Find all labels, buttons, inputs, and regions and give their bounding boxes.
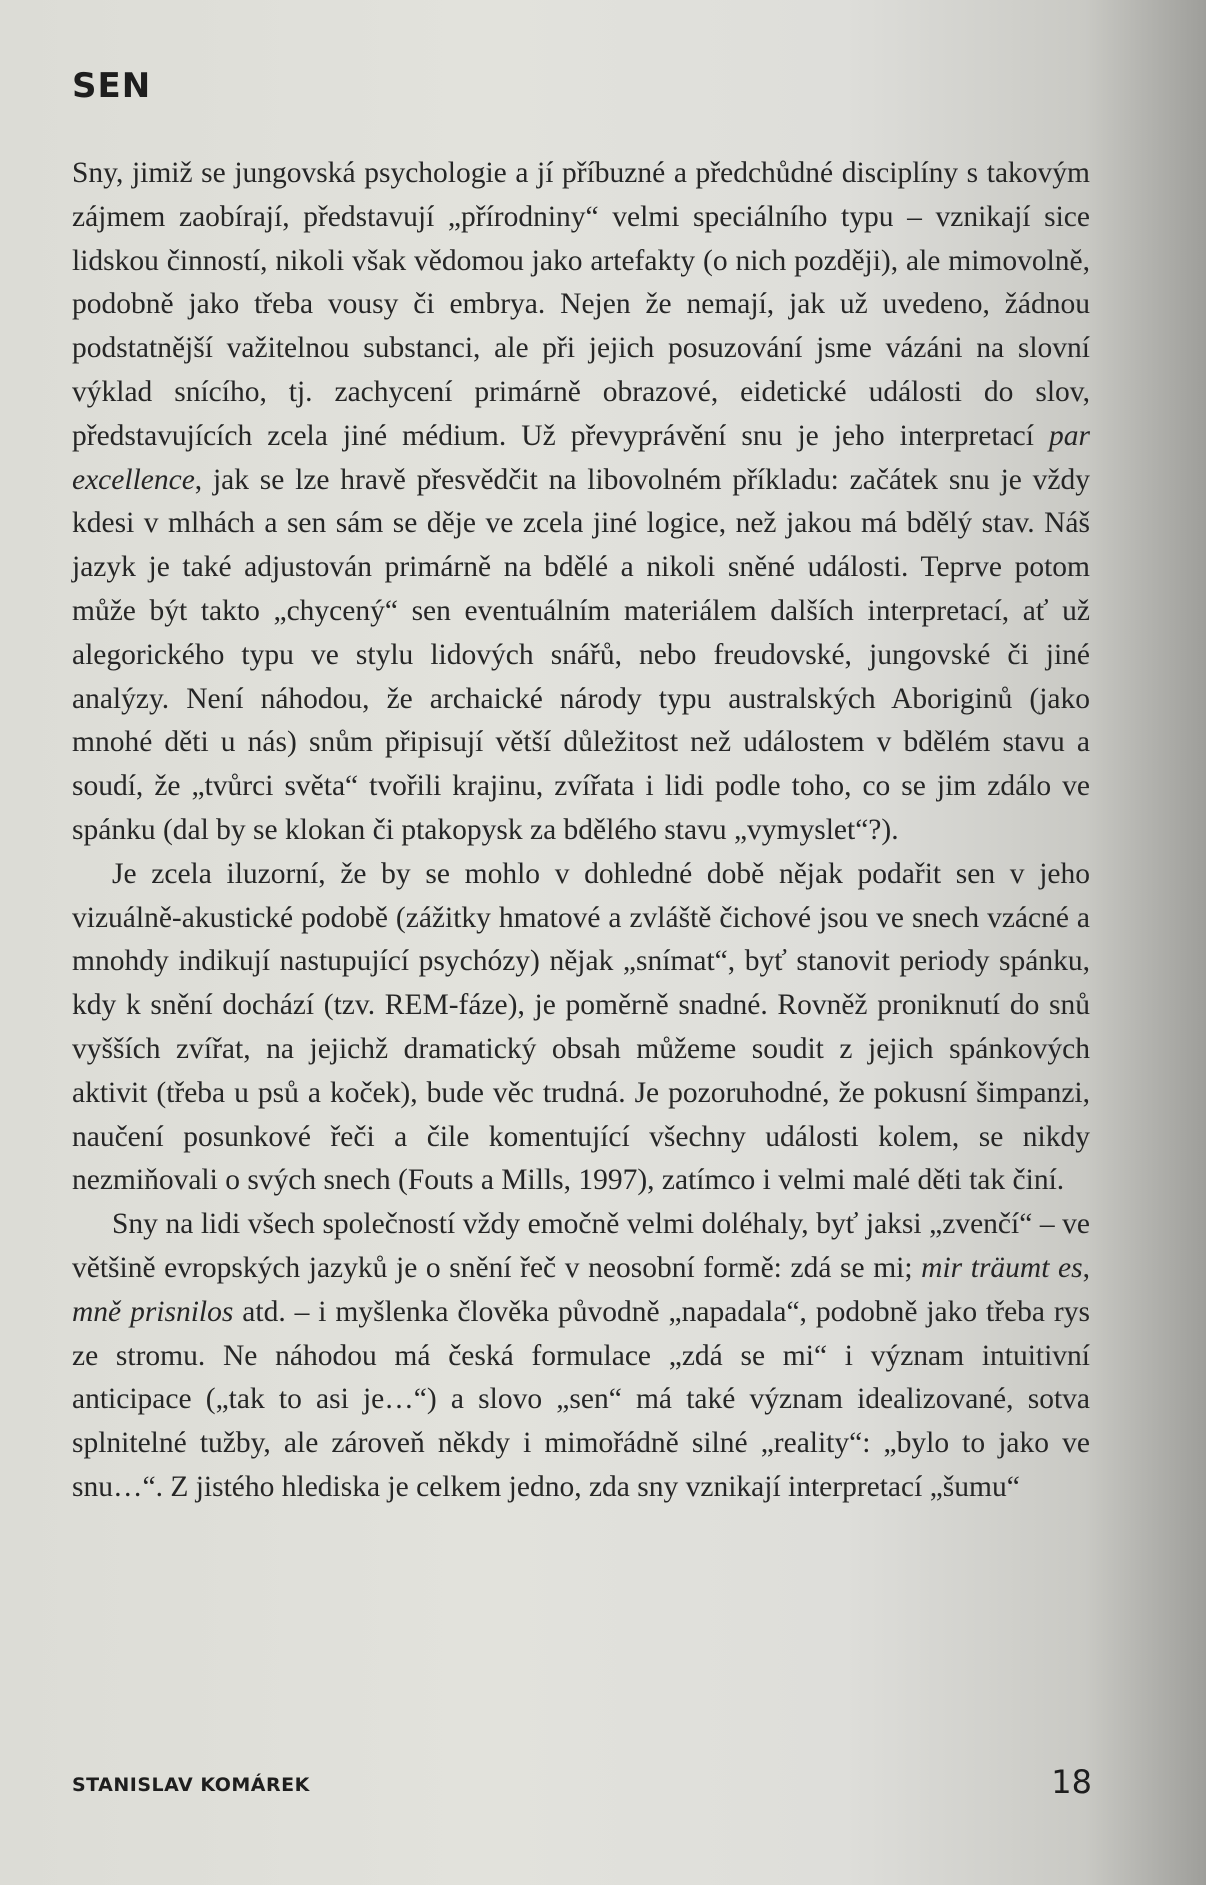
page-number: 18 bbox=[1051, 1763, 1092, 1801]
text-run: Sny, jimiž se jungovská psychologie a jí příbuzné a předchůdné disciplíny s takovým zájmem zaobírají, představují „přírodniny“ velmi speciálního typu – vznikají sice lidskou činností, nikoli však vědomou jako artefakty (o nich později), ale mimovolně, podobně jako třeba vousy či embrya. Nejen že nemají, jak už uvedeno, žádnou podstatnější važitelnou substanci, ale při jejich posuzování jsme vázáni na slovní výklad snícího, tj. zachycení primárně obrazové, eidetické události do slov, představujících zcela jiné médium. Už převyprávění snu je jeho interpretací bbox=[72, 157, 1090, 452]
text-run: , bbox=[1082, 1251, 1090, 1284]
footer-author: STANISLAV KOMÁREK bbox=[72, 1774, 310, 1796]
text-run: , jak se lze hravě přesvědčit na libovolném příkladu: začátek snu je vždy kdesi v mlhách a sen sám se děje ve zcela jiné logice, než jakou má bdělý stav. Náš jazyk je také adjustován primárně na bdělé a nikoli sněné události. Teprve potom může být takto „chycený“ sen eventuálním materiálem dalších interpretací, ať už alegorického typu ve stylu lidových snářů, nebo freudovské, jungovské či jiné analýzy. Není náhodou, že archaické národy typu australských Aboriginů (jako mnohé děti u nás) snům připisují větší důležitost než událostem v bdělém stavu a soudí, že „tvůrci světa“ tvořili krajinu, zvířata i lidi podle toho, co se jim zdálo ve spánku (dal by se klokan či ptakopysk za bdělého stavu „vymyslet“?). bbox=[72, 463, 1090, 846]
paragraph bbox=[72, 152, 1090, 853]
text-run: Sny na lidi všech společností vždy emočně velmi doléhaly, byť jaksi „zvenčí“ – ve většině evropských jazyků je o snění řeč v neosobní formě: zdá se mi; bbox=[72, 1208, 1090, 1284]
chapter-title: SEN bbox=[72, 66, 152, 106]
body-text bbox=[72, 152, 1090, 1510]
paragraph bbox=[72, 853, 1090, 1203]
text-run: Je zcela iluzorní, že by se mohlo v dohledné době nějak podařit sen v jeho vizuálně-akustické podobě (zážitky hmatové a zvláště čichové jsou ve snech vzácné a mnohdy indikují nastupující psychózy) nějak „snímat“, byť stanovit periody spánku, kdy k snění dochází (tzv. REM-fáze), je poměrně snadné. Rovněž proniknutí do snů vyšších zvířat, na jejichž dramatický obsah můžeme soudit z jejich spánkových aktivit (třeba u psů a koček), bude věc trudná. Je pozoruhodné, že pokusní šimpanzi, naučení posunkové řeči a čile komentující všechny události kolem, se nikdy nezmiňovali o svých snech (Fouts a Mills, 1997), zatímco i velmi malé děti tak činí. bbox=[72, 857, 1090, 1197]
paragraph bbox=[72, 1203, 1090, 1510]
italic-phrase: mně prisnilos bbox=[72, 1295, 234, 1328]
italic-phrase: par excellence bbox=[72, 419, 1090, 496]
text-run: atd. – i myšlenka člověka původně „napadala“, podobně jako třeba rys ze stromu. Ne náhodou má česká formulace „zdá se mi“ i význam intuitivní anticipace („tak to asi je…“) a slovo „sen“ má také význam idealizované, sotva splnitelné tužby, ale zároveň někdy i mimořádně silné „reality“: „bylo to jako ve snu…“. Z jistého hlediska je celkem jedno, zda sny vznikají interpretací „šumu“ bbox=[72, 1295, 1090, 1503]
italic-phrase: mir träumt es bbox=[921, 1251, 1083, 1284]
